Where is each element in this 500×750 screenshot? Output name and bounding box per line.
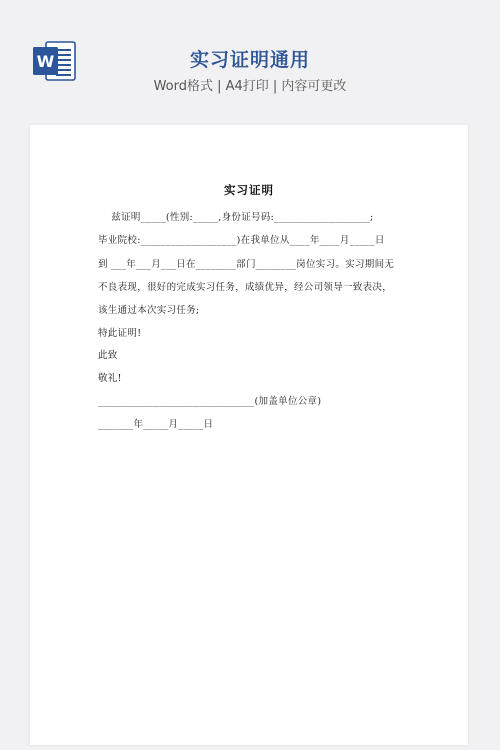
document-line: 此致 [98,350,118,361]
word-icon-letter: W [36,52,55,71]
document-line: 不良表现，很好的完成实习任务，成绩优异，经公司领导一致表决， [98,282,393,293]
page-title: 实习证明通用 [189,49,310,71]
date-line: _______年_____月_____日 [98,419,214,430]
document-line: 毕业院校:___________________)在我单位从____年____月_____日 [98,235,385,246]
document-page [30,125,468,745]
document-line: 特此证明! [98,328,142,339]
document-line: 敬礼! [98,373,122,384]
document-line: 兹证明_____(性别:_____,身份证号码:___________________; [98,212,374,223]
header [0,0,500,110]
page-subtitle: Word格式 | A4打印 | 内容可更改 [153,79,347,94]
document-line: 到 ___年___月___日在________部门________岗位实习。实习期间无 [98,259,395,270]
signature-line: _______________________________(加盖单位公章) [98,396,322,407]
document-line: 该生通过本次实习任务; [98,305,200,316]
document-title: 实习证明 [224,183,274,197]
